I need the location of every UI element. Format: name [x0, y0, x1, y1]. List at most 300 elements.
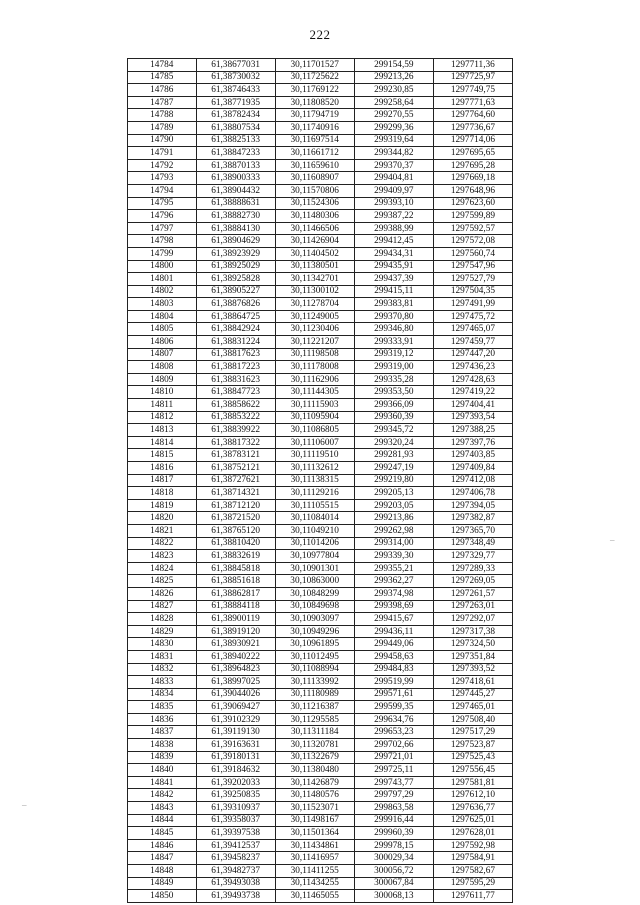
y-coordinate-cell: 1297412,08: [433, 474, 512, 487]
longitude-cell: 30,10949296: [275, 625, 354, 638]
latitude-cell: 61,39493738: [196, 890, 275, 903]
longitude-cell: 30,11608907: [275, 172, 354, 185]
x-coordinate-cell: 299230,85: [354, 84, 433, 97]
x-coordinate-cell: 300067,84: [354, 877, 433, 890]
point-number-cell: 14788: [128, 109, 197, 122]
point-number-cell: 14800: [128, 260, 197, 273]
latitude-cell: 61,39069427: [196, 701, 275, 714]
point-number-cell: 14805: [128, 323, 197, 336]
table-row: [128, 273, 513, 286]
point-number-cell: 14810: [128, 386, 197, 399]
x-coordinate-cell: 299519,99: [354, 676, 433, 689]
table-row: [128, 537, 513, 550]
latitude-cell: 61,38817223: [196, 361, 275, 374]
scan-mark: –: [610, 535, 615, 545]
y-coordinate-cell: 1297428,63: [433, 373, 512, 386]
x-coordinate-cell: 299270,55: [354, 109, 433, 122]
table-row: [128, 814, 513, 827]
longitude-cell: 30,11088994: [275, 663, 354, 676]
table-row: [128, 323, 513, 336]
y-coordinate-cell: 1297749,75: [433, 84, 512, 97]
point-number-cell: 14786: [128, 84, 197, 97]
y-coordinate-cell: 1297623,60: [433, 197, 512, 210]
longitude-cell: 30,10848299: [275, 587, 354, 600]
y-coordinate-cell: 1297711,36: [433, 59, 512, 72]
latitude-cell: 61,38714321: [196, 487, 275, 500]
longitude-cell: 30,11794719: [275, 109, 354, 122]
longitude-cell: 30,11426879: [275, 776, 354, 789]
table-row: [128, 587, 513, 600]
latitude-cell: 61,38677031: [196, 59, 275, 72]
point-number-cell: 14789: [128, 121, 197, 134]
latitude-cell: 61,38888631: [196, 197, 275, 210]
y-coordinate-cell: 1297527,79: [433, 273, 512, 286]
y-coordinate-cell: 1297648,96: [433, 184, 512, 197]
longitude-cell: 30,11570806: [275, 184, 354, 197]
point-number-cell: 14817: [128, 474, 197, 487]
longitude-cell: 30,11411255: [275, 865, 354, 878]
latitude-cell: 61,38817322: [196, 436, 275, 449]
y-coordinate-cell: 1297592,98: [433, 839, 512, 852]
longitude-cell: 30,11049210: [275, 524, 354, 537]
y-coordinate-cell: 1297572,08: [433, 235, 512, 248]
point-number-cell: 14837: [128, 726, 197, 739]
x-coordinate-cell: 299319,64: [354, 134, 433, 147]
table-row: [128, 172, 513, 185]
latitude-cell: 61,38997025: [196, 676, 275, 689]
y-coordinate-cell: 1297612,10: [433, 789, 512, 802]
latitude-cell: 61,38884118: [196, 600, 275, 613]
longitude-cell: 30,10977804: [275, 550, 354, 563]
latitude-cell: 61,38904629: [196, 235, 275, 248]
table-row: [128, 399, 513, 412]
y-coordinate-cell: 1297556,45: [433, 764, 512, 777]
y-coordinate-cell: 1297764,60: [433, 109, 512, 122]
latitude-cell: 61,38940222: [196, 650, 275, 663]
table-row: [128, 512, 513, 525]
latitude-cell: 61,38964823: [196, 663, 275, 676]
x-coordinate-cell: 300029,34: [354, 852, 433, 865]
y-coordinate-cell: 1297382,87: [433, 512, 512, 525]
longitude-cell: 30,11465055: [275, 890, 354, 903]
x-coordinate-cell: 299247,19: [354, 462, 433, 475]
latitude-cell: 61,38771935: [196, 96, 275, 109]
longitude-cell: 30,11086805: [275, 424, 354, 437]
longitude-cell: 30,11132612: [275, 462, 354, 475]
y-coordinate-cell: 1297351,84: [433, 650, 512, 663]
longitude-cell: 30,11416957: [275, 852, 354, 865]
table-row: [128, 852, 513, 865]
y-coordinate-cell: 1297771,63: [433, 96, 512, 109]
point-number-cell: 14815: [128, 449, 197, 462]
x-coordinate-cell: 299863,58: [354, 802, 433, 815]
y-coordinate-cell: 1297475,72: [433, 310, 512, 323]
latitude-cell: 61,38853222: [196, 411, 275, 424]
longitude-cell: 30,11119510: [275, 449, 354, 462]
latitude-cell: 61,38721520: [196, 512, 275, 525]
table-row: [128, 575, 513, 588]
y-coordinate-cell: 1297581,81: [433, 776, 512, 789]
point-number-cell: 14821: [128, 524, 197, 537]
latitude-cell: 61,39412537: [196, 839, 275, 852]
x-coordinate-cell: 299797,29: [354, 789, 433, 802]
y-coordinate-cell: 1297445,27: [433, 688, 512, 701]
y-coordinate-cell: 1297436,23: [433, 361, 512, 374]
table-row: [128, 650, 513, 663]
latitude-cell: 61,38930921: [196, 638, 275, 651]
point-number-cell: 14836: [128, 713, 197, 726]
x-coordinate-cell: 299484,83: [354, 663, 433, 676]
table-row: [128, 600, 513, 613]
y-coordinate-cell: 1297269,05: [433, 575, 512, 588]
latitude-cell: 61,38842924: [196, 323, 275, 336]
table-row: [128, 474, 513, 487]
latitude-cell: 61,38783121: [196, 449, 275, 462]
x-coordinate-cell: 299258,64: [354, 96, 433, 109]
table-row: [128, 424, 513, 437]
x-coordinate-cell: 299437,39: [354, 273, 433, 286]
x-coordinate-cell: 299398,69: [354, 600, 433, 613]
y-coordinate-cell: 1297595,29: [433, 877, 512, 890]
longitude-cell: 30,11138315: [275, 474, 354, 487]
longitude-cell: 30,11180989: [275, 688, 354, 701]
table-row: [128, 776, 513, 789]
x-coordinate-cell: 299262,98: [354, 524, 433, 537]
y-coordinate-cell: 1297584,91: [433, 852, 512, 865]
longitude-cell: 30,10903097: [275, 613, 354, 626]
y-coordinate-cell: 1297695,65: [433, 147, 512, 160]
point-number-cell: 14827: [128, 600, 197, 613]
table-row: [128, 688, 513, 701]
table-row: [128, 751, 513, 764]
longitude-cell: 30,11084014: [275, 512, 354, 525]
y-coordinate-cell: 1297317,38: [433, 625, 512, 638]
latitude-cell: 61,38727621: [196, 474, 275, 487]
longitude-cell: 30,11311184: [275, 726, 354, 739]
y-coordinate-cell: 1297523,87: [433, 739, 512, 752]
y-coordinate-cell: 1297419,22: [433, 386, 512, 399]
table-row: [128, 839, 513, 852]
point-number-cell: 14829: [128, 625, 197, 638]
point-number-cell: 14818: [128, 487, 197, 500]
x-coordinate-cell: 299362,27: [354, 575, 433, 588]
x-coordinate-cell: 299205,13: [354, 487, 433, 500]
y-coordinate-cell: 1297324,50: [433, 638, 512, 651]
table-row: [128, 361, 513, 374]
point-number-cell: 14823: [128, 550, 197, 563]
table-row: [128, 210, 513, 223]
table-row: [128, 59, 513, 72]
longitude-cell: 30,11524306: [275, 197, 354, 210]
y-coordinate-cell: 1297418,61: [433, 676, 512, 689]
point-number-cell: 14787: [128, 96, 197, 109]
latitude-cell: 61,38825133: [196, 134, 275, 147]
table-row: [128, 71, 513, 84]
latitude-cell: 61,38832619: [196, 550, 275, 563]
longitude-cell: 30,10863000: [275, 575, 354, 588]
point-number-cell: 14834: [128, 688, 197, 701]
point-number-cell: 14845: [128, 827, 197, 840]
point-number-cell: 14808: [128, 361, 197, 374]
x-coordinate-cell: 299213,26: [354, 71, 433, 84]
x-coordinate-cell: 300056,72: [354, 865, 433, 878]
point-number-cell: 14842: [128, 789, 197, 802]
longitude-cell: 30,11115903: [275, 399, 354, 412]
point-number-cell: 14794: [128, 184, 197, 197]
longitude-cell: 30,11221207: [275, 336, 354, 349]
point-number-cell: 14825: [128, 575, 197, 588]
x-coordinate-cell: 299345,72: [354, 424, 433, 437]
table-row: [128, 487, 513, 500]
point-number-cell: 14795: [128, 197, 197, 210]
x-coordinate-cell: 299203,05: [354, 499, 433, 512]
longitude-cell: 30,11320781: [275, 739, 354, 752]
x-coordinate-cell: 299388,99: [354, 222, 433, 235]
latitude-cell: 61,38905227: [196, 285, 275, 298]
latitude-cell: 61,38782434: [196, 109, 275, 122]
table-row: [128, 701, 513, 714]
longitude-cell: 30,11216387: [275, 701, 354, 714]
table-row: [128, 436, 513, 449]
point-number-cell: 14796: [128, 210, 197, 223]
table-row: [128, 524, 513, 537]
y-coordinate-cell: 1297508,40: [433, 713, 512, 726]
longitude-cell: 30,11198508: [275, 348, 354, 361]
latitude-cell: 61,38752121: [196, 462, 275, 475]
y-coordinate-cell: 1297547,96: [433, 260, 512, 273]
y-coordinate-cell: 1297459,77: [433, 336, 512, 349]
latitude-cell: 61,39163631: [196, 739, 275, 752]
point-number-cell: 14840: [128, 764, 197, 777]
table-row: [128, 865, 513, 878]
point-number-cell: 14848: [128, 865, 197, 878]
x-coordinate-cell: 299299,36: [354, 121, 433, 134]
point-number-cell: 14813: [128, 424, 197, 437]
longitude-cell: 30,11105515: [275, 499, 354, 512]
latitude-cell: 61,38900119: [196, 613, 275, 626]
x-coordinate-cell: 299916,44: [354, 814, 433, 827]
table-row: [128, 613, 513, 626]
latitude-cell: 61,38923929: [196, 247, 275, 260]
table-row: [128, 147, 513, 160]
latitude-cell: 61,39102329: [196, 713, 275, 726]
x-coordinate-cell: 299320,24: [354, 436, 433, 449]
x-coordinate-cell: 299634,76: [354, 713, 433, 726]
longitude-cell: 30,11769122: [275, 84, 354, 97]
longitude-cell: 30,11295585: [275, 713, 354, 726]
longitude-cell: 30,10849698: [275, 600, 354, 613]
longitude-cell: 30,10961895: [275, 638, 354, 651]
point-number-cell: 14822: [128, 537, 197, 550]
y-coordinate-cell: 1297628,01: [433, 827, 512, 840]
point-number-cell: 14785: [128, 71, 197, 84]
longitude-cell: 30,11480306: [275, 210, 354, 223]
point-number-cell: 14826: [128, 587, 197, 600]
table-row: [128, 764, 513, 777]
longitude-cell: 30,11434255: [275, 877, 354, 890]
table-row: [128, 827, 513, 840]
table-row: [128, 638, 513, 651]
coordinates-table: [127, 58, 513, 903]
latitude-cell: 61,39119130: [196, 726, 275, 739]
y-coordinate-cell: 1297636,77: [433, 802, 512, 815]
longitude-cell: 30,11808520: [275, 96, 354, 109]
latitude-cell: 61,39493038: [196, 877, 275, 890]
x-coordinate-cell: 299743,77: [354, 776, 433, 789]
x-coordinate-cell: 299213,86: [354, 512, 433, 525]
table-row: [128, 260, 513, 273]
x-coordinate-cell: 299571,61: [354, 688, 433, 701]
y-coordinate-cell: 1297409,84: [433, 462, 512, 475]
table-row: [128, 336, 513, 349]
y-coordinate-cell: 1297611,77: [433, 890, 512, 903]
point-number-cell: 14803: [128, 298, 197, 311]
x-coordinate-cell: 299353,50: [354, 386, 433, 399]
table-row: [128, 348, 513, 361]
y-coordinate-cell: 1297517,29: [433, 726, 512, 739]
y-coordinate-cell: 1297714,06: [433, 134, 512, 147]
x-coordinate-cell: 299412,45: [354, 235, 433, 248]
table-row: [128, 285, 513, 298]
x-coordinate-cell: 299319,00: [354, 361, 433, 374]
point-number-cell: 14831: [128, 650, 197, 663]
x-coordinate-cell: 299449,06: [354, 638, 433, 651]
x-coordinate-cell: 299333,91: [354, 336, 433, 349]
y-coordinate-cell: 1297560,74: [433, 247, 512, 260]
point-number-cell: 14846: [128, 839, 197, 852]
x-coordinate-cell: 299960,39: [354, 827, 433, 840]
point-number-cell: 14798: [128, 235, 197, 248]
longitude-cell: 30,11178008: [275, 361, 354, 374]
point-number-cell: 14819: [128, 499, 197, 512]
longitude-cell: 30,11498167: [275, 814, 354, 827]
point-number-cell: 14804: [128, 310, 197, 323]
longitude-cell: 30,11725622: [275, 71, 354, 84]
x-coordinate-cell: 299415,11: [354, 285, 433, 298]
table-row: [128, 247, 513, 260]
latitude-cell: 61,38876826: [196, 298, 275, 311]
point-number-cell: 14850: [128, 890, 197, 903]
x-coordinate-cell: 299374,98: [354, 587, 433, 600]
longitude-cell: 30,11380480: [275, 764, 354, 777]
point-number-cell: 14802: [128, 285, 197, 298]
table-row: [128, 890, 513, 903]
point-number-cell: 14844: [128, 814, 197, 827]
point-number-cell: 14832: [128, 663, 197, 676]
x-coordinate-cell: 299387,22: [354, 210, 433, 223]
latitude-cell: 61,38882730: [196, 210, 275, 223]
x-coordinate-cell: 299404,81: [354, 172, 433, 185]
longitude-cell: 30,11501364: [275, 827, 354, 840]
coordinates-table-body: [128, 59, 513, 903]
table-row: [128, 449, 513, 462]
y-coordinate-cell: 1297695,28: [433, 159, 512, 172]
latitude-cell: 61,39044026: [196, 688, 275, 701]
latitude-cell: 61,38900333: [196, 172, 275, 185]
table-row: [128, 121, 513, 134]
longitude-cell: 30,11466506: [275, 222, 354, 235]
table-row: [128, 713, 513, 726]
y-coordinate-cell: 1297388,25: [433, 424, 512, 437]
x-coordinate-cell: 299415,67: [354, 613, 433, 626]
table-row: [128, 499, 513, 512]
x-coordinate-cell: 299702,66: [354, 739, 433, 752]
y-coordinate-cell: 1297261,57: [433, 587, 512, 600]
table-row: [128, 789, 513, 802]
latitude-cell: 61,38847233: [196, 147, 275, 160]
table-row: [128, 676, 513, 689]
x-coordinate-cell: 299458,63: [354, 650, 433, 663]
longitude-cell: 30,11380501: [275, 260, 354, 273]
point-number-cell: 14843: [128, 802, 197, 815]
table-row: [128, 550, 513, 563]
point-number-cell: 14791: [128, 147, 197, 160]
latitude-cell: 61,38864725: [196, 310, 275, 323]
table-row: [128, 739, 513, 752]
y-coordinate-cell: 1297348,49: [433, 537, 512, 550]
point-number-cell: 14835: [128, 701, 197, 714]
point-number-cell: 14811: [128, 399, 197, 412]
x-coordinate-cell: 299346,80: [354, 323, 433, 336]
point-number-cell: 14820: [128, 512, 197, 525]
point-number-cell: 14784: [128, 59, 197, 72]
point-number-cell: 14824: [128, 562, 197, 575]
y-coordinate-cell: 1297393,54: [433, 411, 512, 424]
y-coordinate-cell: 1297725,97: [433, 71, 512, 84]
x-coordinate-cell: 299319,12: [354, 348, 433, 361]
latitude-cell: 61,38862817: [196, 587, 275, 600]
x-coordinate-cell: 299281,93: [354, 449, 433, 462]
x-coordinate-cell: 299314,00: [354, 537, 433, 550]
longitude-cell: 30,11426904: [275, 235, 354, 248]
longitude-cell: 30,11480576: [275, 789, 354, 802]
table-row: [128, 802, 513, 815]
longitude-cell: 30,11404502: [275, 247, 354, 260]
y-coordinate-cell: 1297397,76: [433, 436, 512, 449]
x-coordinate-cell: 299370,80: [354, 310, 433, 323]
x-coordinate-cell: 299435,91: [354, 260, 433, 273]
x-coordinate-cell: 299219,80: [354, 474, 433, 487]
latitude-cell: 61,38730032: [196, 71, 275, 84]
longitude-cell: 30,11014206: [275, 537, 354, 550]
x-coordinate-cell: 299978,15: [354, 839, 433, 852]
y-coordinate-cell: 1297465,07: [433, 323, 512, 336]
longitude-cell: 30,11012495: [275, 650, 354, 663]
latitude-cell: 61,38831623: [196, 373, 275, 386]
table-row: [128, 197, 513, 210]
longitude-cell: 30,11300102: [275, 285, 354, 298]
table-row: [128, 373, 513, 386]
y-coordinate-cell: 1297393,52: [433, 663, 512, 676]
latitude-cell: 61,38712120: [196, 499, 275, 512]
x-coordinate-cell: 299434,31: [354, 247, 433, 260]
latitude-cell: 61,38746433: [196, 84, 275, 97]
latitude-cell: 61,39180131: [196, 751, 275, 764]
longitude-cell: 30,11740916: [275, 121, 354, 134]
longitude-cell: 30,11523071: [275, 802, 354, 815]
y-coordinate-cell: 1297491,99: [433, 298, 512, 311]
longitude-cell: 30,11659610: [275, 159, 354, 172]
table-row: [128, 298, 513, 311]
table-row: [128, 877, 513, 890]
table-row: [128, 663, 513, 676]
point-number-cell: 14801: [128, 273, 197, 286]
point-number-cell: 14814: [128, 436, 197, 449]
x-coordinate-cell: 299366,09: [354, 399, 433, 412]
y-coordinate-cell: 1297403,85: [433, 449, 512, 462]
x-coordinate-cell: 299409,97: [354, 184, 433, 197]
longitude-cell: 30,11129216: [275, 487, 354, 500]
